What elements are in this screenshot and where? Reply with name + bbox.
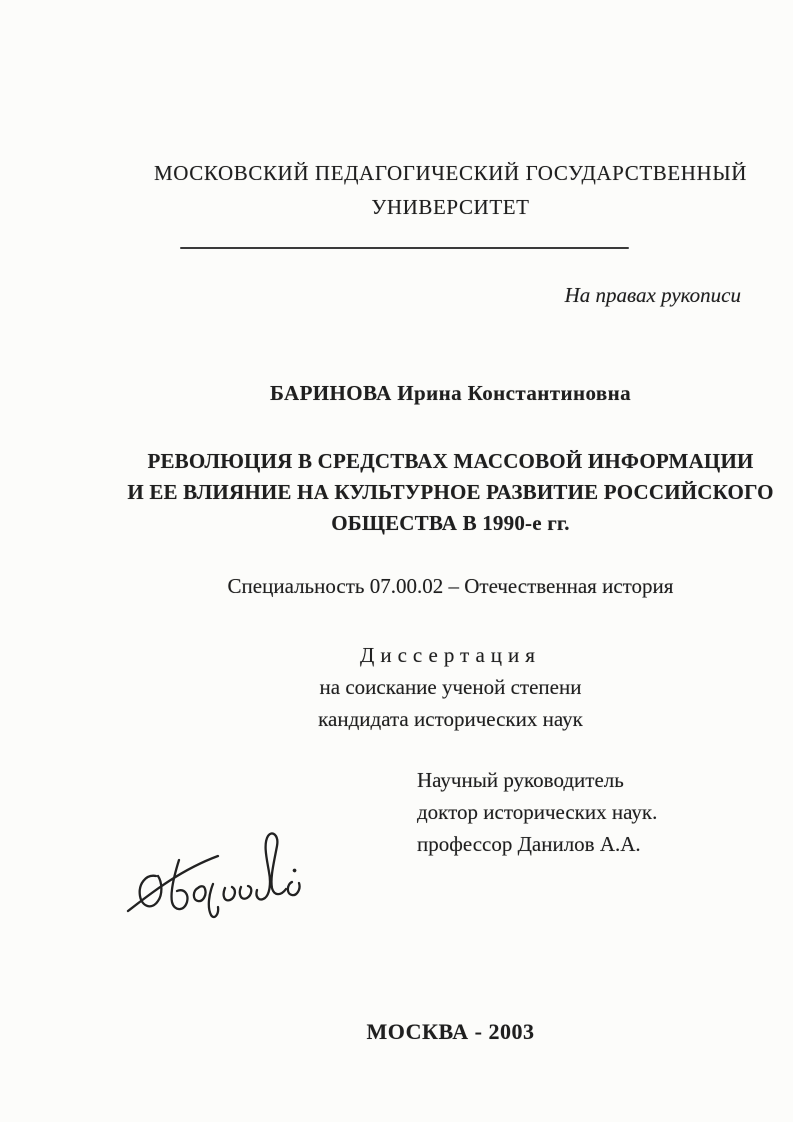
handwritten-signature-icon xyxy=(122,818,302,923)
supervisor-block xyxy=(417,764,657,860)
degree-purpose-line1: на соискание ученой степени xyxy=(319,675,582,699)
header-divider xyxy=(180,247,629,249)
dissertation-title-line2: И ЕЕ ВЛИЯНИЕ НА КУЛЬТУРНОЕ РАЗВИТИЕ РОССИЙСКОГО xyxy=(127,480,774,504)
dissertation-title xyxy=(54,446,793,539)
manuscript-rights-note: На правах рукописи xyxy=(564,283,741,307)
dissertation-label: Диссертация xyxy=(360,643,541,667)
supervisor-label: Научный руководитель xyxy=(417,768,624,792)
dissertation-title-line1: РЕВОЛЮЦИЯ В СРЕДСТВАХ МАССОВОЙ ИНФОРМАЦИИ xyxy=(147,449,754,473)
author-name: БАРИНОВА Ирина Константиновна xyxy=(270,381,631,405)
city-year: МОСКВА - 2003 xyxy=(366,1019,535,1044)
supervisor-degree: доктор исторических наук. xyxy=(417,800,658,824)
specialty-line: Специальность 07.00.02 – Отечественная история xyxy=(227,574,674,598)
supervisor-name: профессор Данилов А.А. xyxy=(417,832,641,856)
university-name-line1: МОСКОВСКИЙ ПЕДАГОГИЧЕСКИЙ ГОСУДАРСТВЕННЫЙ xyxy=(153,161,747,185)
degree-purpose-line2: кандидата исторических наук xyxy=(318,707,583,731)
dissertation-title-line3: ОБЩЕСТВА В 1990-е гг. xyxy=(331,511,570,535)
university-name-line2: УНИВЕРСИТЕТ xyxy=(371,195,530,219)
university-name xyxy=(54,156,793,224)
dissertation-degree-block xyxy=(54,639,793,735)
